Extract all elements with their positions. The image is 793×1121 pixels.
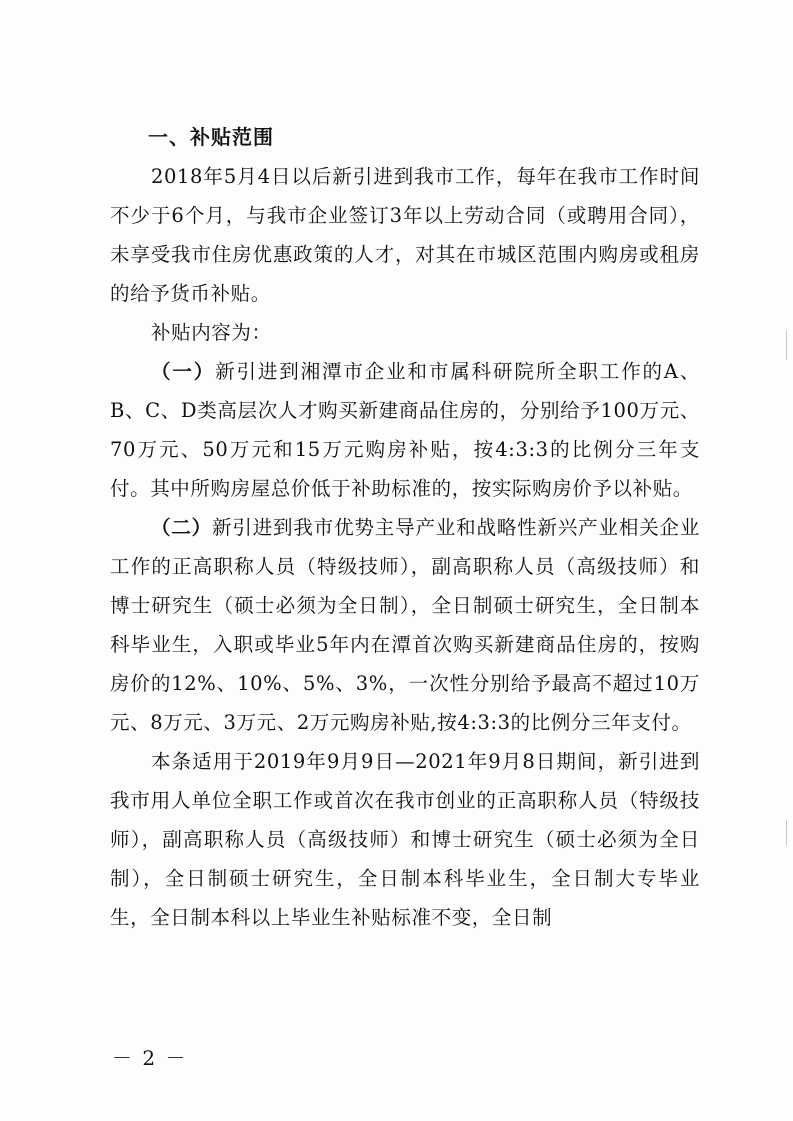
paragraph-1	[110, 157, 700, 313]
paragraph-5-text: 本条适用于2019年9月9日—2021年9月8日期间，新引进到我市用人单位全职工作或首次在我市创业的正高职称人员（特级技师），副高职称人员（高级技师）和博士研究生（硕士必须为全日制），全日制硕士研究生，全日制本科毕业生，全日制大专毕业生，全日制本科以上毕业生补贴标准不变，全日制	[110, 750, 700, 929]
scan-artifact-line	[786, 820, 787, 846]
document-body	[110, 118, 700, 937]
paragraph-3-lead: （一）	[151, 360, 216, 383]
paragraph-2-text: 补贴内容为：	[151, 321, 272, 344]
paragraph-2	[110, 313, 700, 352]
paragraph-1-text: 2018年5月4日以后新引进到我市工作，每年在我市工作时间不少于6个月，与我市企业签订3年以上劳动合同（或聘用合同），未享受我市住房优惠政策的人才，对其在市城区范围内购房或租房的给予货币补贴。	[110, 165, 700, 305]
paragraph-4-lead: （二）	[151, 516, 213, 539]
paragraph-5	[110, 742, 700, 937]
scan-artifact-line	[786, 330, 787, 360]
paragraph-3	[110, 352, 700, 508]
paragraph-4-text: 新引进到我市优势主导产业和战略性新兴产业相关企业工作的正高职称人员（特级技师），副高职称人员（高级技师）和博士研究生（硕士必须为全日制），全日制硕士研究生，全日制本科毕业生，入职或毕业5年内在潭首次购买新建商品住房的，按购房价的12%、10%、5%、3%，一次性分别给予最高不超过10万元、8万元、3万元、2万元购房补贴,按4:3:3的比例分三年支付。	[110, 516, 700, 734]
page-number: － 2 －	[112, 1046, 188, 1070]
section-heading: 一、补贴范围	[148, 125, 274, 149]
paragraph-4	[110, 508, 700, 742]
paragraph-3-text: 新引进到湘潭市企业和市属科研院所全职工作的A、B、C、D类高层次人才购买新建商品住房的，分别给予100万元、70万元、50万元和15万元购房补贴，按4:3:3的比例分三年支付。其中所购房屋总价低于补助标准的，按实际购房价予以补贴。	[110, 360, 700, 500]
